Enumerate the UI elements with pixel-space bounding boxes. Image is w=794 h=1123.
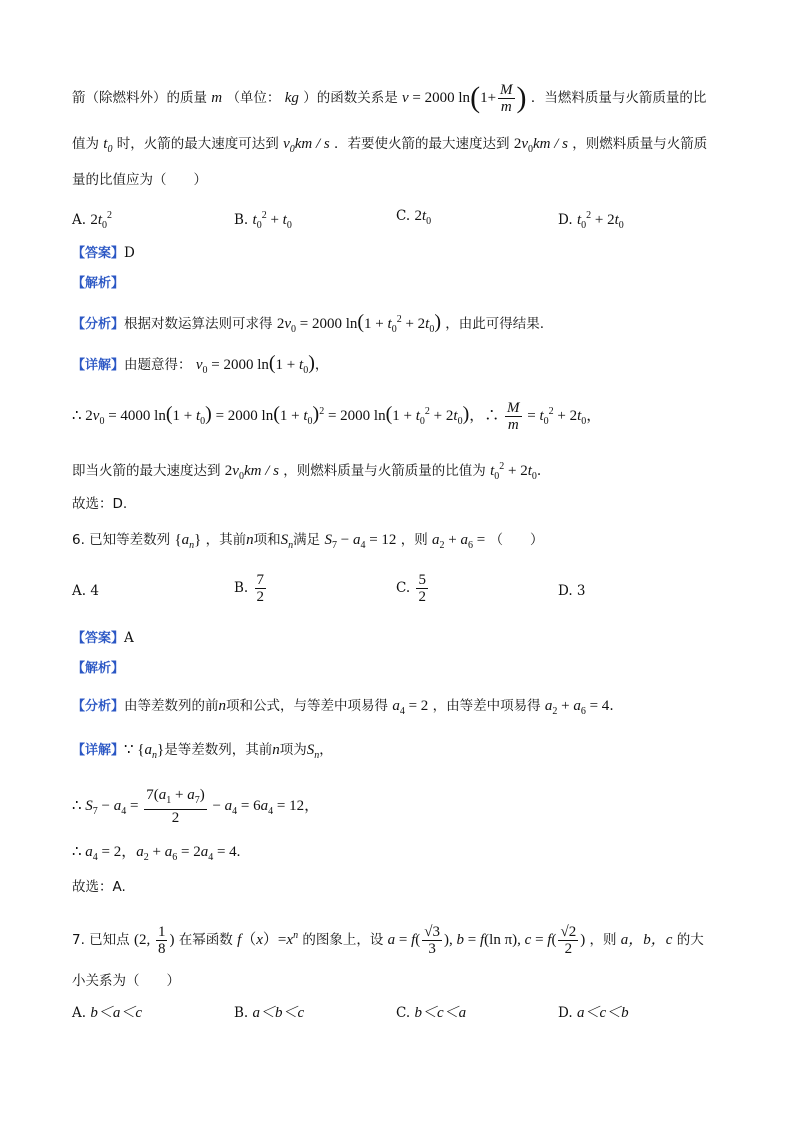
q6-option-b: B. $\frac{7}{2}$ bbox=[234, 572, 265, 605]
q7-stem: 7. 已知点 (2, $\frac{1}{8}$ ) 在幂函数 $f(x)=x^n$ 的图象上，设 a = f( $\frac{√3}{3}$ ), b = f(ln π), c = f( $\frac{√2}{2}$ ) ，则 a，b，c 的大 bbox=[72, 924, 704, 957]
q7-option-d: D. a＜c＜b bbox=[558, 1005, 629, 1021]
q6-choose: 故选：A. bbox=[72, 879, 126, 895]
q5-derivation: ∴ $2v_0 = 4000$ $\ln(1 + t_0) = 2000$ $\ln(1 + t_0)^2 = 2000$ $\ln(1 + t_0^2 + 2t_0)$，∴ $\frac{M}{m}$ = $t_0^2 + 2t_0$， bbox=[72, 400, 602, 433]
q6-stem: 6. 已知等差数列 $\{a_n\}$ ，其前n项和$S_n$满足 $S_7 - a_4 = 12$ ，则 $a_2 + a_6$ = （ ） bbox=[72, 532, 544, 551]
q5-option-b: B. $t_0^2 + t_0$ bbox=[234, 210, 292, 231]
q5-stem-line3: 量的比值应为（ ） bbox=[72, 172, 207, 188]
q6-result: ∴ $a_4 = 2$，$a_2 + a_6 = 2a_4 = 4$. bbox=[72, 844, 241, 863]
q6-xiangjie: 【详解】∵ $\{a_n\}$是等差数列，其前n项为$S_n$， bbox=[72, 742, 333, 761]
q5-option-d: D. $t_0^2 + 2t_0$ bbox=[558, 210, 624, 231]
q6-fenxi: 【分析】由等差数列的前n项和公式，与等差中项易得 $a_4 = 2$ ，由等差中项易得 $a_2 + a_6 = 4$. bbox=[72, 698, 614, 717]
q7-option-a: A. b＜a＜c bbox=[72, 1005, 143, 1021]
q5-choose: 故选：D. bbox=[72, 496, 128, 512]
q6-answer: 【答案】A bbox=[72, 630, 134, 646]
q5-stem-line2: 值为 $t_0$ 时，火箭的最大速度可达到 $v_0km$ / s ．若要使火箭的最大速度达到 $2v_0km$ / s ，则燃料质量与火箭质 bbox=[72, 136, 708, 155]
q6-option-c: C. $\frac{5}{2}$ bbox=[396, 572, 426, 605]
q5-fenxi: 【分析】根据对数运算法则可求得 $2v_0 = 2000$ $\ln(1 + t_0^2 + 2t_0)$ ，由此可得结果. bbox=[72, 311, 545, 335]
q6-option-d: D. 3 bbox=[558, 583, 586, 599]
q5-option-c: C. $2t_0$ bbox=[396, 208, 432, 227]
q6-analysis-heading: 【解析】 bbox=[72, 661, 125, 676]
q6-derivation: ∴ $S_7 - a_4$ = $\frac{7(a_1 + a_7)}{2}$ − $a_4 = 6a_4 = 12$， bbox=[72, 787, 320, 826]
q5-conclusion: 即当火箭的最大速度达到 $2v_0km$ / s ，则燃料质量与火箭质量的比值为 $t_0^2 + 2t_0$. bbox=[72, 461, 542, 482]
q5-xiangjie: 【详解】由题意得： $v_0 = 2000$ $\ln(1 + t_0)$， bbox=[72, 352, 329, 376]
rocket-formula: v = 2000 ln(1+ $\frac{M}{m}$ ) bbox=[402, 80, 527, 115]
q5-analysis-heading: 【解析】 bbox=[72, 276, 125, 291]
q7-option-b: B. a＜b＜c bbox=[234, 1005, 305, 1021]
q5-answer: 【答案】D bbox=[72, 245, 135, 261]
q7-stem-line2: 小关系为（ ） bbox=[72, 973, 180, 989]
q6-option-a: A. 4 bbox=[72, 583, 99, 599]
q5-option-a: A. $2t_0^2$ bbox=[72, 210, 113, 231]
q7-option-c: C. b＜c＜a bbox=[396, 1005, 467, 1021]
q5-stem-line1: 箭（除燃料外）的质量 m （单位： kg ）的函数关系是 v = 2000 ln(1+ $\frac{M}{m}$ ) ．当燃料质量与火箭质量的比 bbox=[72, 80, 707, 115]
